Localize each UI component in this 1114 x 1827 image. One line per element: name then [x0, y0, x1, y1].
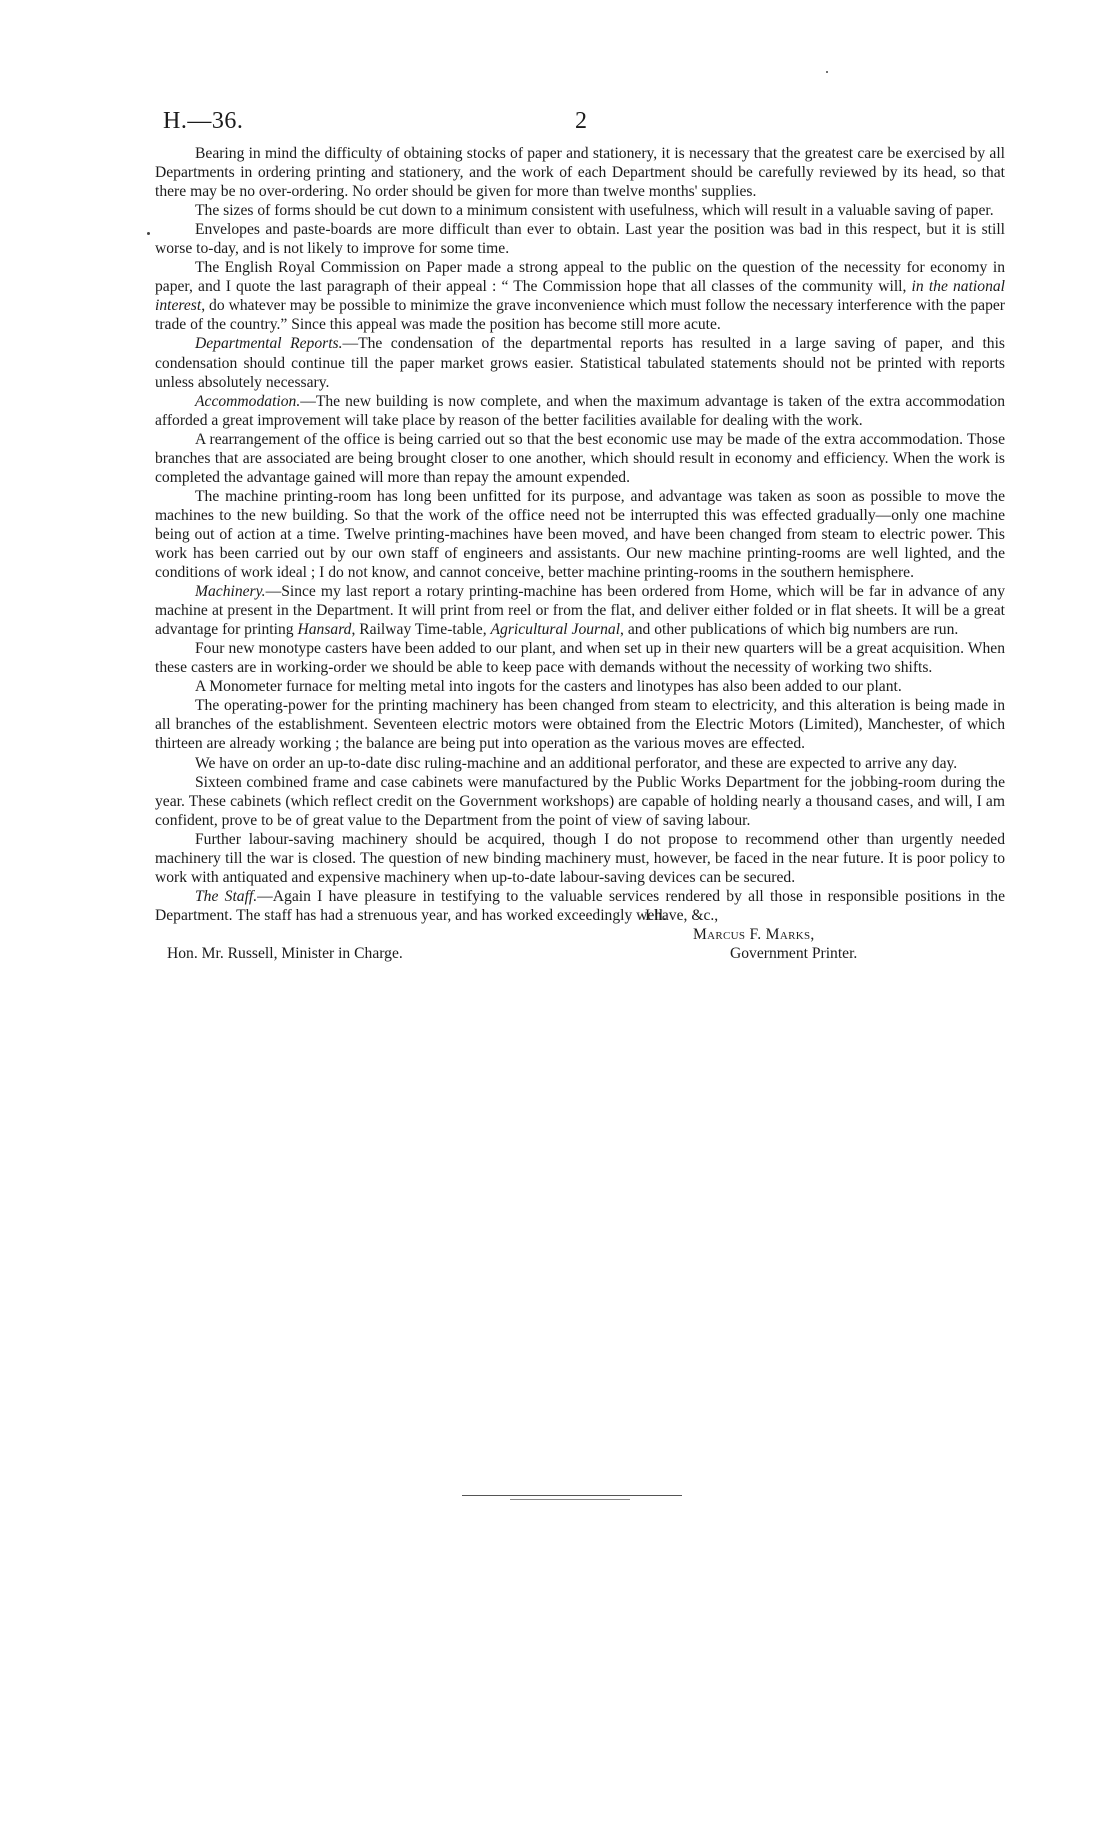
paragraph: Further labour-saving machinery should be acquired, though I do not propose to recommend other than urgently needed machinery till the war is closed. The question of new binding machinery must, however, be faced in the near future. It is poor policy to work with antiquated and expensive machinery when up-to-date labour-saving devices can be secured. — [155, 830, 1005, 886]
addressee: Hon. Mr. Russell, Minister in Charge. — [167, 944, 403, 962]
paragraph-accommodation: Accommodation.—The new building is now complete, and when the maximum advantage is taken of the extra accommodation afforded a great improvement will take place by reason of the better facilities available for dealing with the work. — [155, 392, 1005, 429]
closing-rule — [462, 1495, 682, 1496]
signatory-name: Marcus F. Marks, — [693, 925, 815, 943]
paragraph: The English Royal Commission on Paper made a strong appeal to the public on the question of the necessity for economy in paper, and I quote the last paragraph of their appeal : “ The Commission hope that all classes of the community will, in the national interest, do whatever may be possible to minimize the grave inconvenience which must follow the necessary interference with the paper trade of the country.” Since this appeal was made the position has become still more acute. — [155, 259, 1005, 334]
emphasis: in the national interest — [155, 278, 1005, 315]
paragraph: Bearing in mind the difficulty of obtaining stocks of paper and stationery, it is necessary that the greatest care be exercised by all Departments in ordering printing and stationery, and the work of each Department should be carefully reviewed by its head, so that there may be no over-ordering. No order should be given for more than twelve months' supplies. — [155, 145, 1005, 201]
emphasis: Agricultural Journal — [490, 621, 621, 639]
paragraph: A rearrangement of the office is being carried out so that the best economic use may be made of the extra accommodation. Those branches that are associated are being brought closer to one another, which should result in economy and efficiency. When the work is completed the advantage gained will more than repay the amount expended. — [155, 430, 1005, 486]
paragraph-departmental-reports: Departmental Reports.—The condensation of the departmental reports has resulted in a large saving of paper, and this condensation should continue till the paper market grows easier. Statistical tabulated statements should not be printed with reports unless absolutely necessary. — [155, 335, 1005, 391]
page-speck — [826, 71, 828, 73]
page-speck — [147, 232, 150, 235]
paragraph: Envelopes and paste-boards are more difficult than ever to obtain. Last year the position was bad in this respect, but it is still worse to-day, and is not likely to improve for some time. — [155, 221, 1005, 258]
closing-rule — [510, 1499, 630, 1500]
section-heading: Departmental Reports. — [195, 335, 343, 353]
section-heading: Accommodation. — [195, 392, 301, 410]
paragraph-machinery: Machinery.—Since my last report a rotary printing-machine has been ordered from Home, which will be far in advance of any machine at present in the Department. It will print from reel or from the flat, and deliver either folded or in flat sheets. It will be a great advantage for printing Hansard, Railway Time-table, Agricultural Journal, and other publications of which big numbers are run. — [155, 583, 1005, 639]
section-heading: The Staff. — [195, 887, 258, 905]
paragraph: The sizes of forms should be cut down to a minimum consistent with usefulness, which will result in a valuable saving of paper. — [195, 202, 994, 220]
paragraph: The machine printing-room has long been unfitted for its purpose, and advantage was taken as soon as possible to move the machines to the new building. So that the work of the office need not be interrupted this was effected gradually—only one machine being out of action at a time. Twelve printing-machines have been moved, and have been changed from steam to electric power. This work has been carried out by our own staff of engineers and assistants. Our new machine printing-rooms are well lighted, and the conditions of work ideal ; I do not know, and cannot conceive, better machine printing-rooms in the southern hemisphere. — [155, 487, 1005, 582]
paragraph-staff: The Staff.—Again I have pleasure in testifying to the valuable services rendered by all those in responsible positions in the Department. The staff has had a strenuous year, and has worked exceedingly well. — [155, 887, 1005, 924]
page-number: 2 — [575, 108, 587, 134]
section-heading: Machinery. — [195, 583, 266, 601]
valediction: I have, &c., — [645, 906, 719, 924]
report-body — [155, 144, 1005, 985]
paragraph: Sixteen combined frame and case cabinets were manufactured by the Public Works Department for the jobbing-room during the year. These cabinets (which reflect credit on the Government workshops) are capable of holding nearly a thousand cases, and will, I am confident, prove to be of great value to the Department from the point of view of saving labour. — [155, 773, 1005, 829]
letter-closing — [155, 906, 1005, 985]
paragraph: A Monometer furnace for melting metal into ingots for the casters and linotypes has also been added to our plant. — [195, 678, 902, 696]
emphasis: Hansard — [297, 621, 352, 639]
paragraph: The operating-power for the printing machinery has been changed from steam to electricity, and this alteration is being made in all branches of the establishment. Seventeen electric motors were obtained from the Electric Motors (Limited), Manchester, of which thirteen are already working ; the balance are being put into operation as the various moves are effected. — [155, 697, 1005, 753]
paragraph: Four new monotype casters have been added to our plant, and when set up in their new quarters will be a great acquisition. When these casters are in working-order we should be able to keep pace with demands without the necessity of working two shifts. — [155, 640, 1005, 677]
document-reference: H.—36. — [163, 108, 244, 134]
signatory-title: Government Printer. — [730, 944, 858, 962]
paragraph: We have on order an up-to-date disc ruling-machine and an additional perforator, and these are expected to arrive any day. — [195, 754, 958, 772]
